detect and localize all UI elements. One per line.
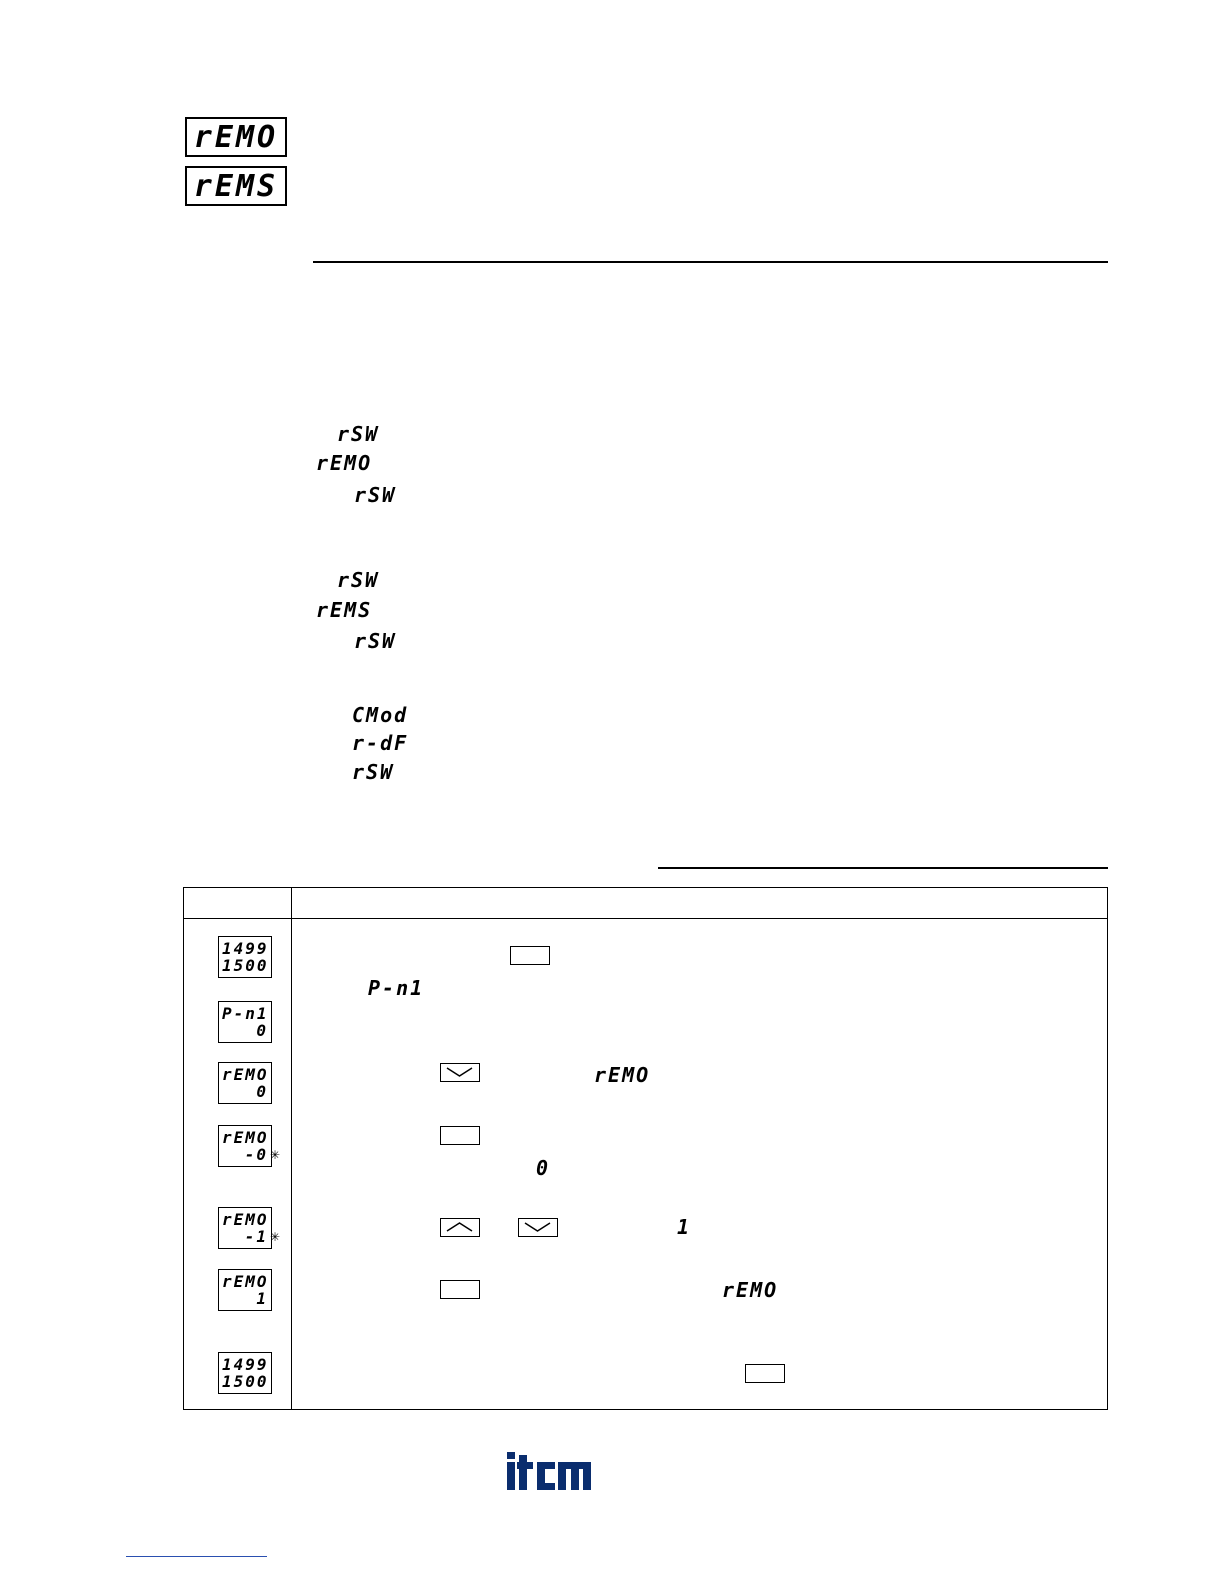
code-rsw-3: rSW — [337, 568, 380, 592]
display-step-7 — [218, 1352, 272, 1394]
display-step-6-sv: 1 — [256, 1289, 268, 1308]
down-key-icon — [440, 1063, 480, 1082]
itm-logo-mark — [507, 1452, 591, 1490]
display-step-5 — [218, 1207, 272, 1249]
display-step-2-pv: P-n1 — [222, 1004, 269, 1023]
mode-key-icon — [510, 946, 550, 965]
section-rule — [313, 261, 1108, 263]
display-step-7-pv: 1499 — [222, 1355, 269, 1374]
down-key-icon — [518, 1218, 558, 1237]
display-step-2-sv: 0 — [256, 1021, 268, 1040]
display-step-4-sv: -0 — [244, 1145, 268, 1164]
display-step-6-pv: rEMO — [222, 1272, 269, 1291]
inline-value-one: 1 — [677, 1215, 692, 1239]
display-step-3 — [218, 1062, 272, 1104]
display-step-2 — [218, 1001, 272, 1043]
itm-logo — [507, 1452, 591, 1490]
code-rsw-5: rSW — [352, 760, 395, 784]
display-step-4 — [218, 1125, 272, 1167]
table-header-divider — [184, 918, 1107, 919]
display-step-3-sv: 0 — [256, 1082, 268, 1101]
blink-indicator-icon: ✳ — [270, 1230, 281, 1244]
inline-code-remo-b: rEMO — [722, 1278, 779, 1302]
display-step-6 — [218, 1269, 272, 1311]
code-rsw-2: rSW — [354, 483, 397, 507]
code-remo: rEMO — [316, 451, 373, 475]
table-column-divider — [291, 888, 292, 1409]
code-cmod: CMod — [352, 703, 409, 727]
code-rsw-1: rSW — [337, 422, 380, 446]
code-rems: rEMS — [316, 598, 373, 622]
inline-value-zero: 0 — [536, 1156, 551, 1180]
display-step-5-sv: -1 — [244, 1227, 268, 1246]
param-display-remo — [185, 117, 287, 157]
display-step-3-pv: rEMO — [222, 1065, 269, 1084]
table-heading-rule — [658, 867, 1108, 869]
display-step-1 — [218, 936, 272, 978]
param-display-rems — [185, 166, 287, 206]
display-step-5-pv: rEMO — [222, 1210, 269, 1229]
mode-key-icon — [440, 1126, 480, 1145]
param-display-rems-text: rEMS — [193, 168, 279, 204]
display-step-1-sv: 1500 — [222, 956, 269, 975]
procedure-table — [183, 887, 1108, 1410]
mode-key-icon — [440, 1280, 480, 1299]
mode-key-icon — [745, 1364, 785, 1383]
code-rsw-4: rSW — [354, 629, 397, 653]
display-step-1-pv: 1499 — [222, 939, 269, 958]
param-display-remo-text: rEMO — [193, 119, 279, 155]
inline-code-remo-a: rEMO — [594, 1063, 651, 1087]
blink-indicator-icon: ✳ — [270, 1148, 281, 1162]
inline-code-pn1: P-n1 — [368, 976, 425, 1000]
up-key-icon — [440, 1218, 480, 1237]
display-step-7-sv: 1500 — [222, 1372, 269, 1391]
footer-link[interactable] — [126, 1556, 267, 1557]
display-step-4-pv: rEMO — [222, 1128, 269, 1147]
code-r-df: r-dF — [352, 731, 409, 755]
